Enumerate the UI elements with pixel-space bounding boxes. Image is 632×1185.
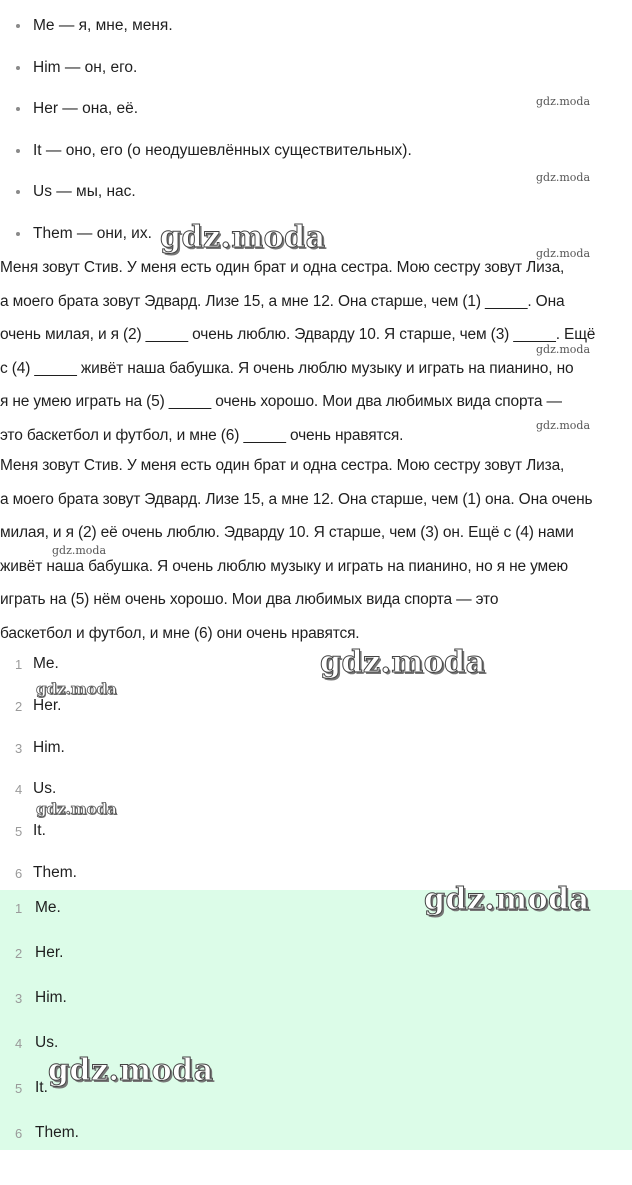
pronoun-text: Me — я, мне, меня. [33,17,173,34]
watermark: gdz.moda [536,343,591,356]
pronoun-text: Us — мы, нас. [33,183,136,201]
watermark: gdz.moda [536,419,591,432]
item-text: Her. [35,944,64,961]
list-item [0,942,632,987]
item-text: It. [33,822,46,840]
item-number: 5 [15,824,23,840]
item-number: 6 [15,865,23,881]
item-text: Us. [33,780,57,798]
task-line: Меня зовут Стив. У меня есть один брат и одна сестра. Мою сестру зовут Лиза, [0,259,565,276]
task-line: а моего брата зовут Эдвард. Лизе 15, а мне 12. Она старше, чем (1) _____. Она [0,292,565,310]
list-item [0,737,632,779]
pronoun-list [0,15,632,265]
pronoun-text: It — оно, его (о неодушевлённых существительных). [33,141,412,159]
pronoun-text: Him — он, его. [33,58,138,76]
pronoun-text: Them — они, их. [33,224,152,242]
item-text: It. [35,1079,48,1096]
item-text: Him. [35,989,67,1006]
answer-line: играть на (5) нём очень хорошо. Мои два любимых вида спорта — это [0,591,499,609]
answer-line: а моего брата зовут Эдвард. Лизе 15, а мне 12. Она старше, чем (1) она. Она очень [0,490,593,508]
item-number: 2 [15,698,23,714]
item-number: 4 [15,1036,23,1051]
item-number: 4 [15,782,23,798]
item-number: 3 [15,740,23,756]
list-item [0,57,632,99]
item-text: Us. [35,1034,59,1051]
bullet-icon [16,24,20,28]
watermark: gdz.moda [36,680,117,698]
bullet-icon [16,107,20,111]
list-item [0,653,632,695]
watermark: gdz.moda [536,95,591,108]
watermark: gdz.moda [52,544,107,557]
answer-line: живёт наша бабушка. Я очень люблю музыку и играть на пианино, но я не умею [0,557,569,575]
answer-paragraph [0,449,632,651]
task-paragraph [0,251,632,453]
watermark: gdz.moda [424,882,590,917]
item-text: Them. [33,863,77,881]
task-line: очень милая, и я (2) _____ очень люблю. Эдварду 10. Я старше, чем (3) _____. Ещё [0,326,596,344]
item-number: 1 [15,657,23,672]
list-item [0,140,632,182]
item-number: 2 [15,946,23,961]
list-item [0,695,632,737]
bullet-icon [16,232,20,236]
bullet-icon [16,66,20,70]
watermark: gdz.moda [36,800,117,818]
watermark: gdz.moda [536,171,591,184]
answer-line: Меня зовут Стив. У меня есть один брат и одна сестра. Мою сестру зовут Лиза, [0,457,565,474]
list-item [0,181,632,223]
task-line: с (4) _____ живёт наша бабушка. Я очень люблю музыку и играть на пианино, но [0,359,574,377]
list-item [0,15,632,57]
bullet-icon [16,149,20,153]
list-item [0,1122,632,1167]
list-item [0,897,632,942]
watermark: gdz.moda [536,247,591,260]
item-text: Him. [33,738,65,756]
answer-line: баскетбол и футбол, и мне (6) они очень нравятся. [0,624,360,642]
list-item [0,820,632,862]
task-line: я не умею играть на (5) _____ очень хорошо. Мои два любимых вида спорта — [0,393,562,411]
watermark: gdz.moda [320,645,486,680]
item-text: Me. [35,899,61,916]
highlighted-answers-list [0,897,632,1167]
item-text: Me. [33,655,59,672]
watermark: gdz.moda [160,220,326,255]
item-text: Them. [35,1124,79,1141]
item-number: 6 [15,1126,23,1141]
answers-list [0,653,632,904]
item-number: 3 [15,991,23,1006]
answer-line: милая, и я (2) её очень люблю. Эдварду 10. Я старше, чем (3) он. Ещё с (4) нами [0,524,574,542]
list-item [0,98,632,140]
item-number: 1 [15,901,23,916]
list-item [0,1077,632,1122]
item-text: Her. [33,696,62,714]
watermark: gdz.moda [48,1053,214,1088]
list-item [0,778,632,820]
list-item [0,1032,632,1077]
item-number: 5 [15,1081,23,1096]
bullet-icon [16,190,20,194]
pronoun-text: Her — она, её. [33,100,139,118]
list-item [0,987,632,1032]
task-line: это баскетбол и футбол, и мне (6) _____ очень нравятся. [0,426,404,444]
